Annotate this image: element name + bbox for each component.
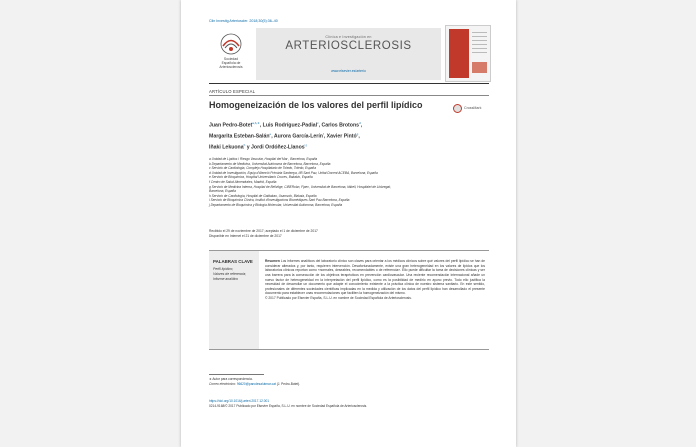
section-label: ARTÍCULO ESPECIAL: [209, 89, 256, 94]
journal-url-link[interactable]: www.elsevier.es/arterio: [331, 69, 366, 73]
author-affil-sup[interactable]: g: [356, 131, 359, 136]
journal-cover-thumbnail: [445, 25, 491, 82]
logo-line-1: Sociedad: [223, 57, 239, 61]
author-affil-sup[interactable]: i,j: [304, 142, 307, 147]
crossmark-icon: [453, 104, 462, 113]
author-name[interactable]: Margarita Esteban-Salán: [209, 133, 270, 140]
article-page: [181, 0, 516, 447]
header-divider: [209, 83, 489, 84]
author-affil-sup[interactable]: e: [269, 131, 272, 136]
logo-line-2: Española de: [221, 61, 241, 65]
email-label: Correo electrónico:: [209, 381, 236, 386]
journal-citation[interactable]: Clin Investig Arterioscler. 2018;30(5):36–40: [209, 19, 278, 23]
affiliation-item: d Unidad de Investigación, Equip d'Atenció Primària Sardenya, IIB Sant Pau, Unitat Docent ACEBA, Barcelona, España: [209, 170, 378, 175]
affiliation-item: a Unidad de Lípidos i Riesgo Vascular, Hospital del Mar , Barcelona, España: [209, 157, 318, 161]
affiliation-item: e Servicio de Bioquímica, Hospital Universitario Cruces, Bakakio, España: [209, 175, 313, 180]
received-date: Recibido el 29 de noviembre de 2017; aceptado el 1 de diciembre de 2017: [209, 229, 318, 233]
affiliation-item: i Servicio de Bioquímica Clínica, Institut d'Investigacions Biomèdiques Sant Pau Barcelona, España: [209, 198, 350, 203]
author-affil-sup[interactable]: d: [359, 121, 361, 125]
affiliation-item: j Departamento de Bioquímica y Biología Molecular, Universitat Autònoma, Barcelona, España: [209, 202, 343, 207]
affiliation-item: g Servicio de Medicina Interna, Hospital de Bellvitge, CIBERobn, Fipec, Universitat de Barcelona, Idibell, Hospitalet de Llobregat,: [209, 184, 391, 189]
affiliation-item: Barcelona, España: [209, 189, 236, 194]
footnote: [209, 377, 300, 386]
keyword-item: Valores de referencia;: [213, 271, 247, 276]
affiliation-item: b Departamento de Medicina, Universitat Autònoma de Barcelona, Barcelona, España: [209, 161, 331, 166]
corresponding-email-link[interactable]: 96620@parcdesalutmar.cat: [236, 381, 276, 386]
article-title: Homogeneización de los valores del perfil lipídico: [209, 100, 423, 110]
author-affil-sup[interactable]: h: [243, 142, 246, 147]
online-date: Disponible en Internet el 21 de diciembre de 2017: [209, 233, 282, 238]
keywords-heading: PALABRAS CLAVE: [213, 259, 253, 264]
author-name[interactable]: Carlos Brotons: [321, 122, 360, 129]
crossmark-label: CrossMark: [464, 106, 482, 110]
society-emblem-icon: [218, 32, 244, 56]
affiliation-item: f Centro de Salud Almendrales, Madrid, España: [209, 179, 277, 184]
article-dates: [209, 229, 318, 238]
author-list: Juan Pedro-Botet$^{a,b,∗}$, Luis Rodríguez-Padial$^c$, Carlos Brotons$^d$, Margarita Esteban-Salán$^e$, Aurora García-Lerín$^f$, Xavier Pintó$^g$, Iñaki Lekuona$^h$ y Jordi Ordóñez-Llanos$^{i,j}$: [209, 121, 363, 151]
logo-line-3: Arteriosclerosis: [219, 65, 243, 69]
abstract-box: [209, 250, 489, 350]
keyword-item: Informe analítico: [213, 276, 239, 281]
corresponding-author-note: ∗ Autor para correspondencia.: [209, 377, 253, 381]
author-affil-sup[interactable]: a,b,∗: [252, 121, 260, 125]
abstract-text: [265, 259, 485, 301]
keywords-panel: [209, 251, 259, 349]
author-name[interactable]: Aurora García-Lerín: [273, 133, 323, 140]
affiliation-item: h Servicio de Cardiología, Hospital de Galdakao, Usansolo, Bizkaia, España: [209, 193, 317, 198]
crossmark-badge[interactable]: [453, 103, 489, 119]
abstract-copyright: © 2017 Publicado por Elsevier España, S.L.U. en nombre de Sociedad Española de Arteriosclerosis.: [265, 296, 412, 300]
society-logo: [209, 28, 253, 80]
email-suffix: (J. Pedro-Botet).: [275, 381, 301, 386]
author-name[interactable]: Xavier Pintó: [326, 133, 357, 140]
affiliation-item: c Servicio de Cardiología, Complejo Hospitalario de Toledo, Toledo, España: [209, 166, 316, 171]
journal-header: [256, 28, 441, 80]
author-affil-sup[interactable]: f: [322, 131, 324, 136]
footer-copyright: 0214-9168/© 2017 Publicado por Elsevier España, S.L.U. en nombre de Sociedad Española de Arteriosclerosis.: [209, 403, 368, 408]
author-affil-sup[interactable]: c: [317, 121, 319, 125]
journal-title: ARTERIOSCLEROSIS: [285, 40, 412, 52]
doi-link[interactable]: https://doi.org/10.1016/j.arteri.2017.12.001: [209, 399, 270, 403]
page-footer: [209, 399, 367, 408]
author-name[interactable]: Jordi Ordóñez-Llanos: [251, 144, 305, 151]
abstract-body: Los informes analíticos del laboratorio clínico son claves para orientar a los médicos clínicos sobre qué valores del perfil lipídico se han de considerar alterados y, por tanto, requieren intervención. Desafortunadamente, existe una gran heterogeneidad en los valores de lípidos que los laboratorios clínicos reportan como «normales, deseables, recomendables o de referencia». Ello puede dificultar la toma de decisiones clínicas y ser una barrera para la consecución de los objetivos terapéuticos en prevención cardiovascular. Una reciente recomendación internacional añade un nuevo factor de heterogeneidad en la interpretación del perfil lipídico, como es la posibilidad de medirlo en ayuno previo. Todo ello justifica la necesidad de desarrollar un documento que adapte el conocimiento existente a la práctica clínica de nuestro sistema sanitario. En este sentido, profesionales de diferentes sociedades científicas implicadas en la medida y utilización de los datos del perfil lipídico han desarrollado el presente documento para establecer unas recomendaciones que faciliten la homogeneización del mismo.: [265, 259, 485, 296]
keyword-item: Perfil lipídico;: [213, 267, 234, 271]
journal-subtitle: Clínica e Investigación en: [325, 35, 372, 39]
abstract-label: Resumen: [265, 259, 280, 263]
affiliation-list: [209, 157, 479, 208]
author-name[interactable]: Juan Pedro-Botet: [209, 122, 253, 129]
author-name[interactable]: Iñaki Lekuona: [209, 144, 244, 151]
author-name[interactable]: Luis Rodríguez-Padial: [262, 122, 318, 129]
